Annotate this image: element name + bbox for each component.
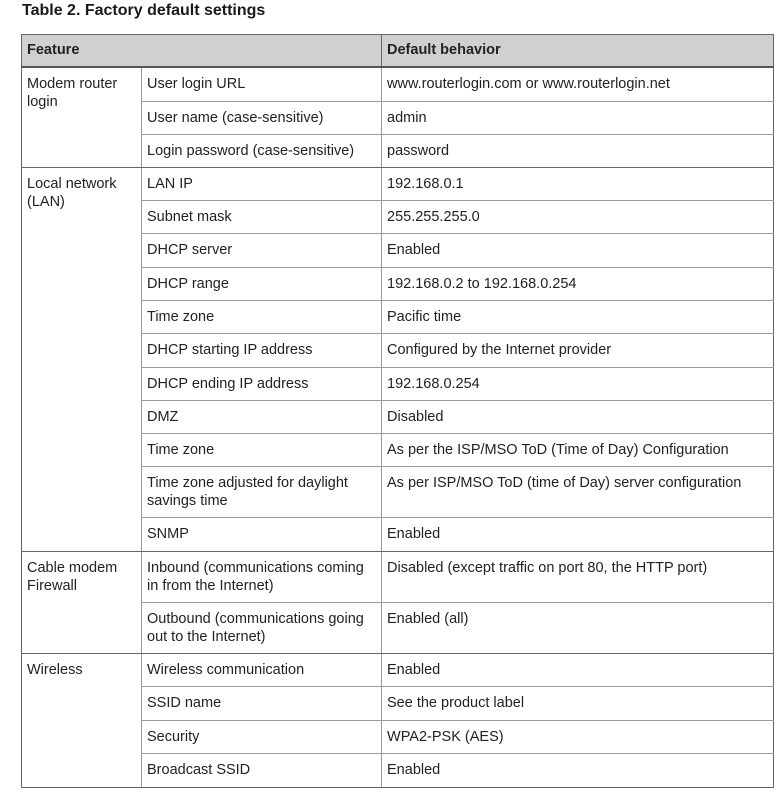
setting-name-cell: DMZ xyxy=(142,400,382,433)
setting-name-cell: Security xyxy=(142,720,382,753)
setting-name-cell: LAN IP xyxy=(142,167,382,200)
default-value-cell: Disabled xyxy=(382,400,774,433)
default-value-cell: Enabled xyxy=(382,653,774,686)
setting-name-cell: DHCP server xyxy=(142,233,382,267)
default-value-cell: 192.168.0.1 xyxy=(382,167,774,200)
setting-name-cell: Outbound (communications going out to the Internet) xyxy=(142,602,382,653)
table-caption: Table 2. Factory default settings xyxy=(22,2,266,19)
table-row xyxy=(22,167,774,200)
default-value-cell: admin xyxy=(382,101,774,134)
table-header-row xyxy=(22,35,774,68)
setting-name-cell: Broadcast SSID xyxy=(142,753,382,787)
default-value-cell: Enabled (all) xyxy=(382,602,774,653)
default-behavior-header: Default behavior xyxy=(382,35,774,68)
setting-name-cell: SNMP xyxy=(142,517,382,551)
default-value-cell: 255.255.255.0 xyxy=(382,200,774,233)
default-value-cell: As per the ISP/MSO ToD (Time of Day) Configuration xyxy=(382,433,774,466)
setting-name-cell: DHCP range xyxy=(142,267,382,300)
setting-name-cell: Subnet mask xyxy=(142,200,382,233)
setting-name-cell: DHCP starting IP address xyxy=(142,333,382,367)
default-value-cell: See the product label xyxy=(382,686,774,720)
setting-name-cell: SSID name xyxy=(142,686,382,720)
default-value-cell: Enabled xyxy=(382,753,774,787)
feature-group-cell: Modem router login xyxy=(22,67,142,167)
default-value-cell: WPA2-PSK (AES) xyxy=(382,720,774,753)
default-value-cell: password xyxy=(382,134,774,167)
default-value-cell: As per ISP/MSO ToD (time of Day) server configuration xyxy=(382,466,774,517)
setting-name-cell: Wireless communication xyxy=(142,653,382,686)
feature-group-cell: Wireless xyxy=(22,653,142,787)
setting-name-cell: DHCP ending IP address xyxy=(142,367,382,400)
default-value-cell: 192.168.0.2 to 192.168.0.254 xyxy=(382,267,774,300)
default-value-cell: Enabled xyxy=(382,517,774,551)
setting-name-cell: User login URL xyxy=(142,67,382,101)
default-value-cell: 192.168.0.254 xyxy=(382,367,774,400)
feature-group-cell: Local network (LAN) xyxy=(22,167,142,551)
default-value-cell: Enabled xyxy=(382,233,774,267)
factory-default-settings-table xyxy=(21,34,774,788)
table-row xyxy=(22,551,774,602)
feature-header: Feature xyxy=(22,35,382,68)
setting-name-cell: User name (case-sensitive) xyxy=(142,101,382,134)
setting-name-cell: Time zone xyxy=(142,433,382,466)
table-body xyxy=(22,67,774,787)
setting-name-cell: Time zone xyxy=(142,300,382,333)
feature-group-cell: Cable modem Firewall xyxy=(22,551,142,653)
default-value-cell: Disabled (except traffic on port 80, the HTTP port) xyxy=(382,551,774,602)
setting-name-cell: Login password (case-sensitive) xyxy=(142,134,382,167)
setting-name-cell: Time zone adjusted for daylight savings time xyxy=(142,466,382,517)
table-row xyxy=(22,653,774,686)
default-value-cell: www.routerlogin.com or www.routerlogin.net xyxy=(382,67,774,101)
default-value-cell: Configured by the Internet provider xyxy=(382,333,774,367)
default-value-cell: Pacific time xyxy=(382,300,774,333)
table-row xyxy=(22,67,774,101)
setting-name-cell: Inbound (communications coming in from the Internet) xyxy=(142,551,382,602)
